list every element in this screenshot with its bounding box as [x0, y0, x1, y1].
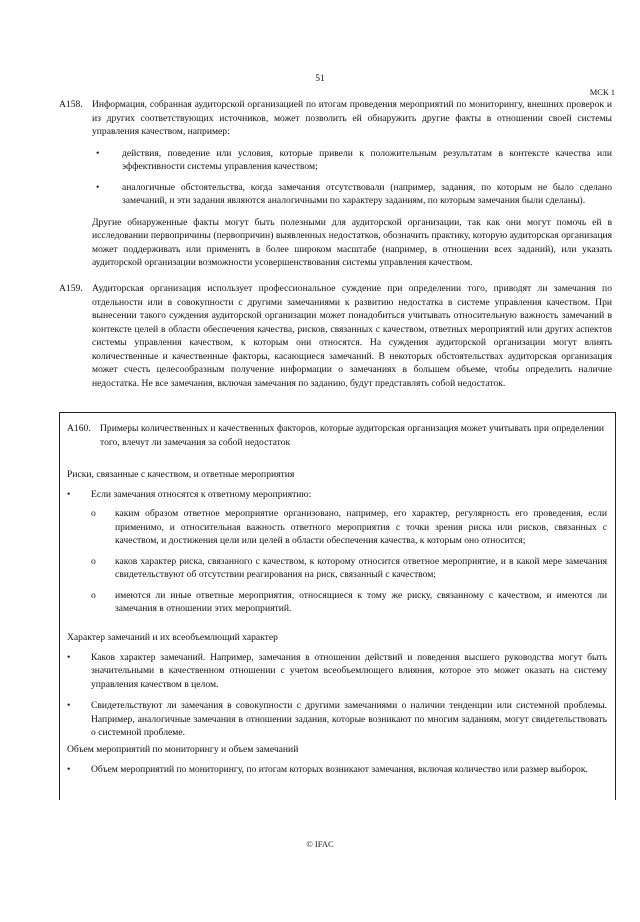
list-item: • аналогичные обстоятельства, когда замечания отсутствовали (например, задания, по которым не было сделано замечаний, и эти задания являются аналогичными по характеру заданиям, по которым замечания были сделаны).: [96, 181, 612, 206]
paragraph-number: A158.: [59, 99, 83, 110]
bullet-list: [92, 147, 612, 208]
list-item: o каким образом ответное мероприятие организовано, например, его характер, регулярность его проведения, если применимо, и относительная важность ответного мероприятия с точки зрения риска или рисков, связанных с качеством, и достижения цели или целей в области обеспечения качества, к которым оно относится;: [91, 508, 607, 546]
list-item: o каков характер риска, связанного с качеством, к которому относится ответное мероприятие, и в какой мере замечания свидетельствуют об отсутствии реагирования на риск, связанный с качеством;: [91, 555, 607, 580]
page-number: 51: [315, 74, 325, 84]
list-item: o имеются ли иные ответные мероприятия, относящиеся к тому же риску, связанному с качеством, и имеются ли замечания в отношении этих мероприятий.: [91, 589, 607, 614]
box-title: A160. Примеры количественных и качественных факторов, которые аудиторская организация может учитывать при определении того, влечут ли замечания за собой недостаток: [67, 423, 604, 448]
circle-bullet-icon: o: [91, 508, 96, 519]
bullet-icon: •: [67, 651, 71, 663]
paragraph-a158: [59, 98, 612, 270]
list-item: • Объем мероприятий по мониторингу, по итогам которых возникают замечания, включая количество или размер выборок.: [67, 763, 588, 775]
list-item: • Свидетельствуют ли замечания в совокупности с другими замечаниями о наличии тенденции или системной проблемы. Например, аналогичные замечания в отношении задания, которые возникают по многим заданиям, могут свидетельствовать о системной проблеме.: [67, 700, 607, 738]
bullet-icon: •: [67, 488, 71, 500]
bullet-icon: •: [67, 700, 71, 711]
paragraph-intro: Информация, собранная аудиторской организацией по итогам проведения мероприятий по мониторингу, внешних проверок и из других соответствующих источников, может позволить ей обнаружить другие факты в отношении своей системы управления качеством, например:: [92, 99, 612, 137]
section-heading: Риски, связанные с качеством, и ответные мероприятия: [67, 469, 295, 480]
section-heading: Объем мероприятий по мониторингу и объем замечаний: [67, 744, 299, 755]
section-heading: Характер замечаний и их всеобъемлющий характер: [67, 632, 278, 643]
paragraph-text: Другие обнаруженные факты могут быть полезными для аудиторской организации, так как они могут помочь ей в исследовании первопричины (первопричин) выявленных недостатков, обозначить практику, которую аудиторская организация может поддерживать или применять в более широком масштабе (например, в отношении всех заданий), или указать аудиторской организации возможности усовершенствования системы управления качеством.: [92, 216, 612, 268]
section-monitoring-volume: [67, 743, 607, 776]
bullet-list: [67, 763, 607, 777]
bullet-list: [67, 651, 607, 740]
sub-bullet-list: [91, 507, 607, 616]
paragraph-a159: [59, 282, 612, 390]
circle-bullet-icon: o: [91, 589, 96, 601]
section-findings-nature: [67, 631, 607, 740]
bullet-icon: •: [67, 763, 71, 775]
list-item: • Если замечания относятся к ответному мероприятию: o каким образом ответное мероприятие организовано, например, его характер, регулярность его проведения, если применимо, и относительная важность ответного мероприятия с точки зрения риска или рисков, связанных с качеством, и достижения цели или целей в области обеспечения качества, к которым оно относится; o каков характер риска, связанного с качеством, к которому относится ответное мероприятие, и в какой мере замечания свидетельствуют об отсутствии реагирования на риск, связанный с качеством; o имеются ли иные ответные мероприятия, относящиеся к тому же риску, связанному с качеством, и имеются ли замечания в отношении этих мероприятий.: [67, 488, 607, 614]
paragraph-number: A160.: [67, 423, 91, 434]
document-code: МСК 1: [589, 87, 615, 97]
bullet-list: [67, 488, 607, 616]
paragraph-text: Аудиторская организация использует профессиональное суждение при определении того, приводят ли замечания по отдельности или в совокупности с другими замечаниями к развитию недостатка в системе управления качеством. При вынесении такого суждения аудиторской организации может понадобиться учитывать относительную важность замечаний в контексте целей в области обеспечения качества, рисков, связанных с качеством, ответных мероприятий или других аспектов системы управления качеством, к которым они относятся. На суждения аудиторской организации могут влиять количественные и качественные факторы, касающиеся замечаний. В некоторых обстоятельствах аудиторская организация может счесть целесообразным получение информации о замечаниях в большем объеме, чтобы определить наличие недостатка. Не все замечания, включая замечания по заданию, будут представлять собой недостаток.: [92, 283, 612, 389]
examples-box: [59, 412, 616, 800]
bullet-icon: •: [96, 181, 100, 193]
section-quality-risks: [67, 468, 607, 623]
list-item: • действия, поведение или условия, которые привели к положительным результатам в контексте качества или эффективности системы управления качеством;: [96, 147, 612, 172]
paragraph-number: A159.: [59, 283, 83, 294]
circle-bullet-icon: o: [91, 555, 96, 567]
footer-copyright: © IFAC: [306, 839, 334, 849]
bullet-icon: •: [96, 147, 100, 159]
list-item: • Каков характер замечаний. Например, замечания в отношении действий и поведения высшего руководства могут быть значительными в качественном отношении с учетом всеобъемлющего влияния, которое это может оказать на систему управления качеством в целом.: [67, 651, 607, 690]
